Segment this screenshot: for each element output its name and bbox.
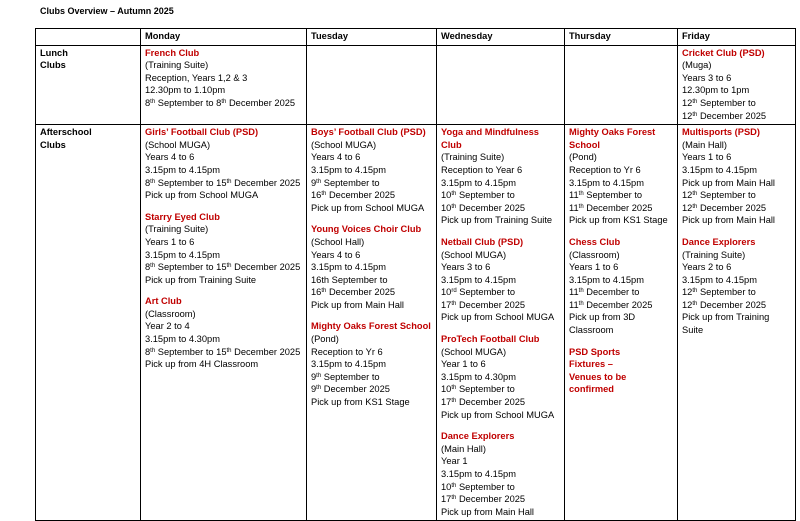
club-detail: 11th December 2025: [569, 299, 653, 310]
club-detail: (Main Hall): [682, 139, 727, 150]
afterschool-friday-cell: [678, 125, 796, 521]
club-detail: 10rd September to: [441, 287, 516, 298]
club-detail: 3.15pm to 4.15pm: [311, 359, 386, 370]
club-detail: Year 1: [441, 456, 468, 467]
club-detail: 17th December 2025: [441, 494, 526, 505]
club-detail: Suite: [682, 325, 704, 336]
club-name: Boys’ Football Club (PSD): [311, 127, 426, 138]
club-detail: Years 4 to 6: [311, 249, 361, 260]
document-title: Clubs Overview – Autumn 2025: [40, 6, 174, 16]
club-detail: Years 3 to 6: [441, 262, 491, 273]
club-name: Multisports (PSD): [682, 127, 760, 138]
club-detail: 9th September to: [311, 371, 380, 382]
club-name: PSD Sports Fixtures – Venues to be confirmed: [569, 346, 627, 395]
club-detail: Year 2 to 4: [145, 321, 190, 332]
club-detail: 10th December 2025: [441, 202, 526, 213]
club-detail: (Training Suite): [682, 249, 746, 260]
club-entry: [441, 430, 560, 518]
club-name: Cricket Club (PSD): [682, 47, 765, 58]
club-detail: 12th December 2025: [682, 110, 767, 121]
club-detail: 8th September to 15th December 2025: [145, 177, 301, 188]
club-detail: (School MUGA): [441, 346, 507, 357]
club-entry: [441, 126, 560, 227]
club-detail: Years 4 to 6: [145, 152, 195, 163]
club-detail: 11th December to: [569, 287, 640, 298]
club-detail: Pick up from School MUGA: [441, 409, 555, 420]
club-detail: 12th September to: [682, 97, 756, 108]
club-entry: [145, 295, 302, 371]
club-entry: [311, 223, 432, 311]
club-detail: Pick up from Training Suite: [145, 274, 257, 285]
club-detail: 8th September to 15th December 2025: [145, 262, 301, 273]
club-entry: [145, 47, 302, 110]
row-label-afterschool: [36, 125, 141, 521]
club-entry: [569, 236, 673, 337]
club-detail: 3.15pm to 4.15pm: [682, 164, 757, 175]
header-wednesday: Wednesday: [437, 29, 565, 46]
club-detail: Years 1 to 6: [682, 152, 732, 163]
afterschool-thursday-cell: [565, 125, 678, 521]
club-detail: (Muga): [682, 60, 712, 71]
lunch-clubs-row: [36, 45, 796, 125]
club-detail: 11th December 2025: [569, 202, 653, 213]
club-name: Art Club: [145, 296, 182, 307]
club-detail: 3.15pm to 4.15pm: [441, 177, 516, 188]
club-detail: 3.15pm to 4.15pm: [441, 469, 516, 479]
club-detail: Years 4 to 6: [311, 152, 361, 163]
club-detail: (Main Hall): [441, 443, 486, 454]
club-detail: 3.15pm to 4.15pm: [311, 262, 386, 273]
lunch-friday-cell: [678, 45, 796, 125]
club-detail: 12th December 2025: [682, 299, 767, 310]
club-detail: 8th September to 8th December 2025: [145, 97, 296, 108]
row-label-line: Afterschool: [40, 127, 92, 138]
club-name: Dance Explorers: [682, 236, 756, 247]
club-entry: [569, 346, 673, 396]
club-detail: (Training Suite): [441, 152, 505, 163]
club-detail: 9th September to: [311, 177, 380, 188]
club-detail: Pick up from Main Hall: [682, 215, 775, 226]
club-detail: Reception to Year 6: [441, 164, 523, 175]
club-detail: (School MUGA): [441, 249, 507, 260]
club-detail: Years 1 to 6: [145, 236, 195, 247]
club-name: Young Voices Choir Club: [311, 224, 422, 235]
club-detail: Pick up from School MUGA: [441, 312, 555, 323]
club-entry: [569, 126, 673, 227]
header-corner: [36, 29, 141, 46]
club-detail: 10th September to: [441, 190, 515, 201]
club-detail: Years 2 to 6: [682, 262, 732, 273]
club-detail: Reception to Yr 6: [311, 346, 383, 357]
row-label-line: Clubs: [40, 60, 66, 71]
club-detail: Classroom: [569, 325, 614, 336]
club-detail: (Pond): [311, 334, 339, 345]
club-entry: [682, 126, 791, 227]
club-detail: Pick up from 3D: [569, 312, 636, 323]
club-detail: 12th December 2025: [682, 202, 767, 213]
club-detail: Pick up from KS1 Stage: [569, 215, 668, 226]
afterschool-clubs-row: [36, 125, 796, 521]
club-detail: 3.15pm to 4.30pm: [441, 371, 516, 382]
club-detail: 3.15pm to 4.30pm: [145, 334, 220, 345]
club-detail: 10th September to: [441, 384, 515, 395]
lunch-tuesday-cell: [307, 45, 437, 125]
club-detail: (Training Suite): [145, 224, 209, 235]
club-detail: (Training Suite): [145, 60, 209, 71]
club-name: Netball Club (PSD): [441, 236, 524, 247]
club-entry: [682, 47, 791, 123]
club-name: Chess Club: [569, 236, 621, 247]
header-friday: Friday: [678, 29, 796, 46]
club-detail: (Pond): [569, 152, 597, 163]
clubs-timetable: [35, 28, 796, 521]
club-detail: 3.15pm to 4.15pm: [569, 274, 644, 285]
club-detail: 16th December 2025: [311, 287, 396, 298]
club-name: ProTech Football Club: [441, 334, 540, 345]
header-thursday: Thursday: [565, 29, 678, 46]
club-detail: 16th December 2025: [311, 190, 396, 201]
club-detail: 12th September to: [682, 287, 756, 298]
lunch-wednesday-cell: [437, 45, 565, 125]
club-detail: Pick up from Main Hall: [311, 299, 404, 310]
club-detail: (Classroom): [569, 249, 620, 260]
club-detail: 10th September to: [441, 481, 515, 492]
header-monday: Monday: [141, 29, 307, 46]
club-detail: 12th September to: [682, 190, 756, 201]
row-label-line: Clubs: [40, 139, 66, 150]
club-detail: 12.30pm to 1pm: [682, 85, 750, 96]
club-detail: Year 1 to 6: [441, 359, 486, 370]
club-detail: Years 1 to 6: [569, 262, 619, 273]
club-detail: Pick up from School MUGA: [145, 190, 259, 201]
header-tuesday: Tuesday: [307, 29, 437, 46]
club-detail: 3.15pm to 4.15pm: [682, 274, 757, 285]
afterschool-wednesday-cell: [437, 125, 565, 521]
club-name: Starry Eyed Club: [145, 211, 220, 222]
club-entry: [441, 333, 560, 421]
club-detail: (School MUGA): [311, 139, 377, 150]
club-detail: 16th September to: [311, 274, 388, 285]
row-label-lunch: [36, 45, 141, 125]
club-detail: Pick up from Training Suite: [441, 215, 553, 226]
club-name: Girls’ Football Club (PSD): [145, 127, 259, 138]
club-detail: 11th September to: [569, 190, 643, 201]
lunch-monday-cell: [141, 45, 307, 125]
club-entry: [311, 320, 432, 408]
club-entry: [145, 126, 302, 202]
club-detail: (Classroom): [145, 308, 196, 319]
header-row: [36, 29, 796, 46]
club-name: Yoga and Mindfulness Club: [441, 127, 539, 150]
afterschool-monday-cell: [141, 125, 307, 521]
club-detail: Years 3 to 6: [682, 72, 732, 83]
club-entry: [682, 236, 791, 337]
club-detail: Pick up from School MUGA: [311, 202, 425, 213]
row-label-line: Lunch: [40, 47, 68, 58]
club-detail: Pick up from KS1 Stage: [311, 397, 410, 408]
club-detail: Pick up from 4H Classroom: [145, 359, 259, 370]
club-detail: 8th September to 15th December 2025: [145, 346, 301, 357]
club-detail: 3.15pm to 4.15pm: [145, 164, 220, 175]
club-detail: 3.15pm to 4.15pm: [441, 274, 516, 285]
club-detail: 12.30pm to 1.10pm: [145, 85, 226, 96]
club-name: Mighty Oaks Forest School: [569, 127, 656, 150]
lunch-thursday-cell: [565, 45, 678, 125]
club-detail: 17th December 2025: [441, 397, 526, 408]
club-detail: Pick up from Main Hall: [682, 177, 775, 188]
club-detail: Pick up from Main Hall: [441, 506, 534, 517]
club-entry: [145, 211, 302, 287]
club-name: French Club: [145, 47, 200, 58]
club-detail: 3.15pm to 4.15pm: [569, 177, 644, 188]
afterschool-tuesday-cell: [307, 125, 437, 521]
club-entry: [441, 236, 560, 324]
club-detail: 3.15pm to 4.15pm: [145, 249, 220, 260]
club-entry: [311, 126, 432, 214]
club-detail: Reception, Years 1,2 & 3: [145, 72, 248, 83]
club-name: Mighty Oaks Forest School: [311, 321, 431, 332]
club-detail: 17th December 2025: [441, 299, 526, 310]
club-detail: 9th December 2025: [311, 384, 390, 395]
club-name: Dance Explorers: [441, 431, 515, 442]
club-detail: Reception to Yr 6: [569, 164, 641, 175]
club-detail: Pick up from Training: [682, 312, 770, 323]
club-detail: 3.15pm to 4.15pm: [311, 164, 386, 175]
club-detail: (School MUGA): [145, 139, 211, 150]
club-detail: (School Hall): [311, 236, 365, 247]
